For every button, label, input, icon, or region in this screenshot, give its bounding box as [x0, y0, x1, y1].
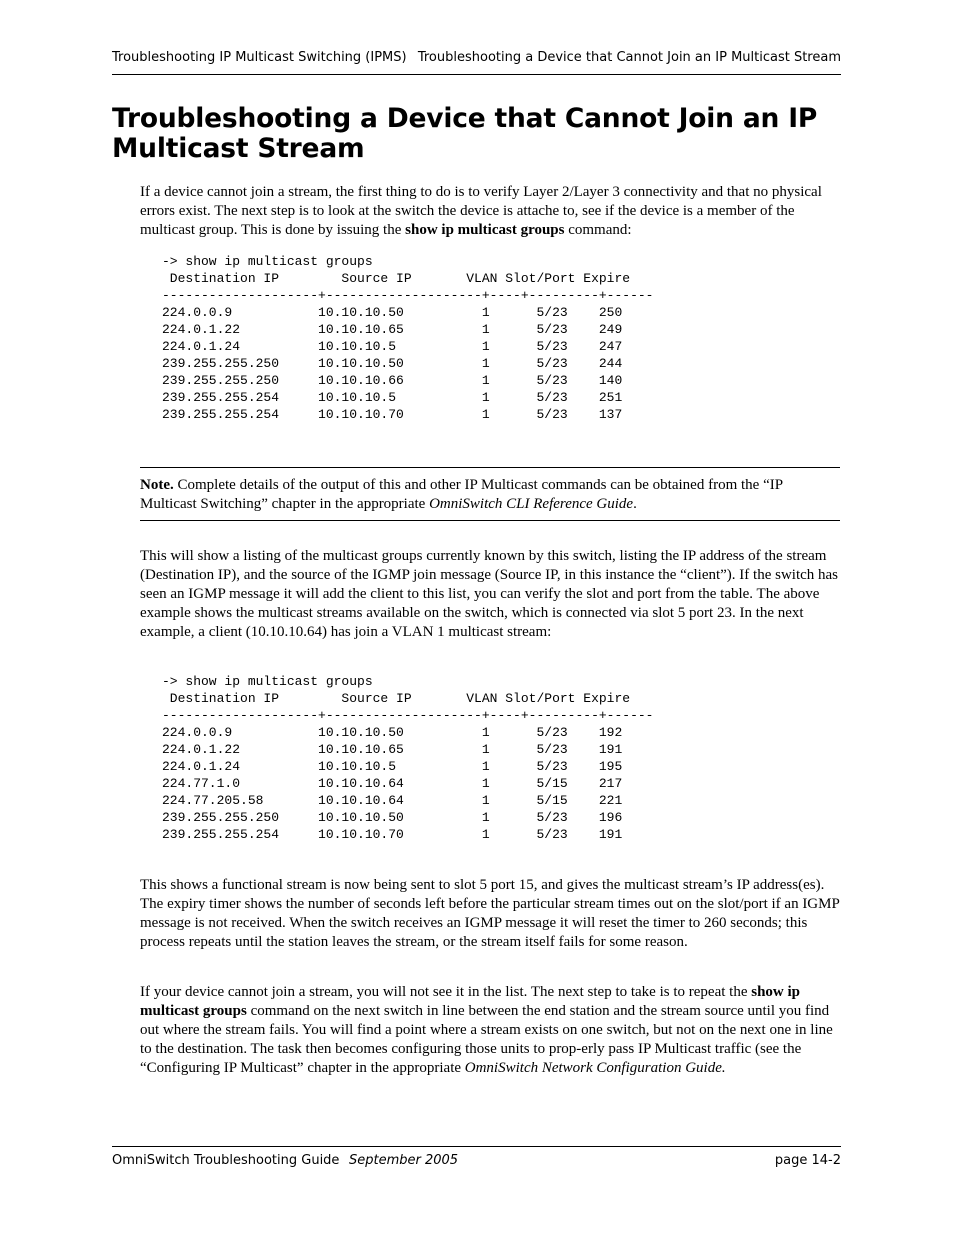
para4-reference: OmniSwitch Network Configuration Guide: [464, 1060, 722, 1077]
note-label: Note.: [140, 477, 174, 493]
footer-date: September 2005: [349, 1153, 459, 1168]
cli-row: 239.255.255.250 10.10.10.66 1 5/23 140: [162, 373, 623, 388]
cli-row: 224.0.1.24 10.10.10.5 1 5/23 195: [162, 759, 623, 774]
cli-row: 239.255.255.254 10.10.10.5 1 5/23 251: [162, 390, 623, 405]
cli-output-1: [162, 253, 653, 423]
cli-row: 239.255.255.254 10.10.10.70 1 5/23 191: [162, 827, 623, 842]
para4-text-1: If your device cannot join a stream, you will not see it in the list. The next step to take is to repeat the: [140, 984, 752, 1000]
page-title: Troubleshooting a Device that Cannot Join an IP Multicast Stream: [112, 103, 818, 164]
footer-rule: [112, 1146, 841, 1147]
cli-row: 239.255.255.254 10.10.10.70 1 5/23 137: [162, 407, 623, 422]
cli-row: 224.77.205.58 10.10.10.64 1 5/15 221: [162, 793, 623, 808]
header-rule: [112, 74, 841, 75]
note-text-1: Complete details of the output of this and other IP Multicast commands can be obtained from the “IP Multicast Switching” chapter in the appropriate: [140, 477, 783, 513]
paragraph-3: This shows a functional stream is now being sent to slot 5 port 15, and gives the multicast stream’s IP address(es). The expiry timer shows the number of seconds left before the particular stream times out on the slot/port if an IGMP message is not received. When the switch receives an IGMP message it will reset the timer to 260 seconds; this process repeats until the station leaves the stream, or the stream itself fails for some reason.: [140, 877, 840, 951]
intro-text-1: If a device cannot join a stream, the first thing to do is to verify Layer 2/Layer 3 connectivity and that no physical errors exist. The next step is to look at the switch the device is attache to, see if the device is a member of the multicast group. This is done by issuing the: [140, 184, 822, 239]
cli-row: 224.0.1.22 10.10.10.65 1 5/23 191: [162, 742, 623, 757]
para4-text-3: .: [721, 1060, 726, 1077]
cli-output-2: [162, 673, 653, 843]
cli-header-row: Destination IP Source IP VLAN Slot/Port Expire: [162, 271, 631, 286]
cli-row: 224.0.1.22 10.10.10.65 1 5/23 249: [162, 322, 623, 337]
para4-text-2: command on the next switch in line between the end station and the stream source until you find out where the stream fails. You will find a point where a stream exists on one switch, but not on the next one in line to the destination. The task then becomes configuring those units to prop-erly pass IP Multicast traffic (see the “Configuring IP Multicast” chapter in the appropriate: [140, 1003, 833, 1077]
intro-text-2: command:: [564, 222, 632, 239]
footer-guide-title: OmniSwitch Troubleshooting Guide: [112, 1153, 340, 1168]
cli-command: -> show ip multicast groups: [162, 254, 373, 269]
page-number: page 14-2: [774, 1153, 841, 1168]
note-bottom-rule: [140, 520, 840, 521]
cli-separator: --------------------+--------------------+----+---------+------: [162, 708, 654, 723]
cli-row: 224.0.0.9 10.10.10.50 1 5/23 192: [162, 725, 623, 740]
note-reference: OmniSwitch CLI Reference Guide: [429, 496, 634, 513]
intro-command: show ip multicast groups: [405, 222, 565, 239]
header-section: Troubleshooting a Device that Cannot Join an IP Multicast Stream: [417, 50, 841, 65]
cli-header-row: Destination IP Source IP VLAN Slot/Port Expire: [162, 691, 631, 706]
cli-separator: --------------------+--------------------+----+---------+------: [162, 288, 654, 303]
paragraph-4: [140, 983, 840, 1078]
cli-row: 239.255.255.250 10.10.10.50 1 5/23 196: [162, 810, 623, 825]
cli-row: 239.255.255.250 10.10.10.50 1 5/23 244: [162, 356, 623, 371]
note-box: [140, 476, 840, 514]
note-top-rule: [140, 467, 840, 468]
cli-row: 224.0.0.9 10.10.10.50 1 5/23 250: [162, 305, 623, 320]
cli-command: -> show ip multicast groups: [162, 674, 373, 689]
header-chapter: Troubleshooting IP Multicast Switching (IPMS): [112, 50, 407, 65]
paragraph-2: This will show a listing of the multicast groups currently known by this switch, listing the IP address of the stream (Destination IP), and the source of the IGMP join message (Source IP, in this instance the “client”). If the switch has seen an IGMP message it will add the client to this list, you can verify the slot and port from the table. The above example shows the multicast streams available on the switch, which is connected via slot 5 port 23. In the next example, a client (10.10.10.64) has join a VLAN 1 multicast stream:: [140, 548, 839, 641]
note-text-2: .: [633, 496, 637, 513]
intro-paragraph: [140, 183, 840, 240]
para4-command: show ip multicast groups: [140, 984, 801, 1020]
cli-row: 224.77.1.0 10.10.10.64 1 5/15 217: [162, 776, 623, 791]
cli-row: 224.0.1.24 10.10.10.5 1 5/23 247: [162, 339, 623, 354]
